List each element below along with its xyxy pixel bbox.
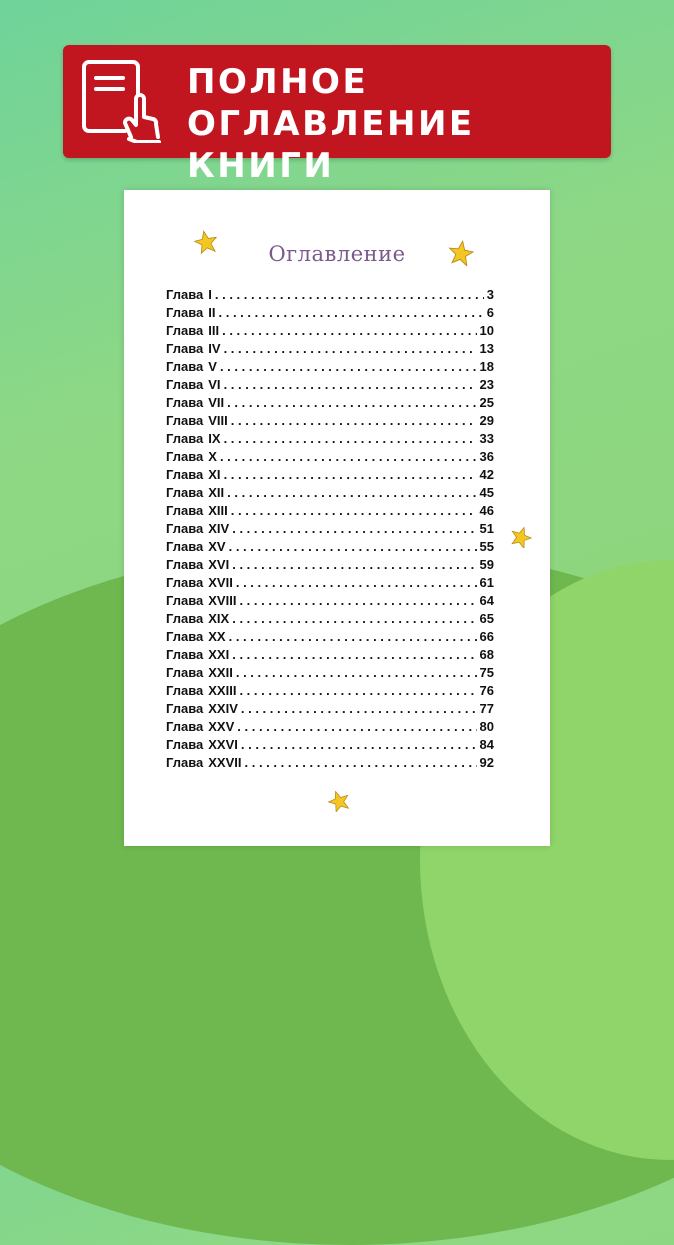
toc-leader-dots (239, 593, 476, 608)
toc-entry (166, 647, 494, 665)
toc-entry-label: Глава (166, 701, 204, 716)
toc-entry-number: XIX (208, 611, 230, 626)
toc-entry (166, 305, 494, 323)
toc-entry-label: Глава (166, 323, 204, 338)
toc-entry-page: 61 (479, 575, 494, 590)
toc-entry-number: IV (208, 341, 221, 356)
toc-entry-page: 25 (479, 395, 494, 410)
toc-entry-label: Глава (166, 521, 204, 536)
header-banner (63, 45, 611, 186)
toc-leader-dots (232, 521, 476, 536)
toc-leader-dots (241, 701, 477, 716)
toc-entry-number: XI (208, 467, 221, 482)
toc-entry-label: Глава (166, 395, 204, 410)
toc-entry-page: 36 (479, 449, 494, 464)
toc-entry-number: X (208, 449, 217, 464)
toc-entry-number: III (208, 323, 220, 338)
toc-entry (166, 575, 494, 593)
toc-entry-number: XVII (208, 575, 233, 590)
toc-entry-page: 10 (479, 323, 494, 338)
toc-entry-label: Глава (166, 575, 204, 590)
toc-entry-label: Глава (166, 377, 204, 392)
toc-leader-dots (229, 629, 477, 644)
toc-entry (166, 557, 494, 575)
toc-entry-number: I (208, 287, 212, 302)
toc-entry-number: XXI (208, 647, 230, 662)
toc-entry-page: 45 (479, 485, 494, 500)
toc-entry-page: 33 (479, 431, 494, 446)
toc-entry-label: Глава (166, 755, 204, 770)
toc-leader-dots (232, 557, 476, 572)
toc-entry-page: 77 (479, 701, 494, 716)
toc-entry-number: VI (208, 377, 221, 392)
toc-entry-label: Глава (166, 359, 204, 374)
toc-entry-page: 55 (479, 539, 494, 554)
toc-leader-dots (224, 431, 477, 446)
toc-entry (166, 449, 494, 467)
toc-entry (166, 431, 494, 449)
toc-entry-label: Глава (166, 719, 204, 734)
toc-leader-dots (231, 413, 477, 428)
banner-title-line-2: ОГЛАВЛЕНИЕ КНИГИ (187, 104, 475, 186)
toc-entry-number: XXVI (208, 737, 238, 752)
toc-entry-page: 92 (479, 755, 494, 770)
toc-entry-label: Глава (166, 503, 204, 518)
toc-entry-page: 75 (479, 665, 494, 680)
toc-entry (166, 485, 494, 503)
toc-entry-page: 29 (479, 413, 494, 428)
toc-entry-number: VII (208, 395, 225, 410)
toc-entry-page: 13 (479, 341, 494, 356)
toc-entry-number: XVIII (208, 593, 237, 608)
toc-entry-label: Глава (166, 647, 204, 662)
toc-leader-dots (222, 323, 476, 338)
toc-entry-number: XXII (208, 665, 233, 680)
toc-leader-dots (227, 485, 476, 500)
toc-entry-label: Глава (166, 305, 204, 320)
toc-entry-page: 42 (479, 467, 494, 482)
toc-entry (166, 629, 494, 647)
toc-entry-label: Глава (166, 467, 204, 482)
toc-entry-label: Глава (166, 485, 204, 500)
toc-entry-label: Глава (166, 665, 204, 680)
toc-entry-number: IX (208, 431, 221, 446)
toc-entry (166, 395, 494, 413)
toc-leader-dots (231, 503, 477, 518)
toc-leader-dots (229, 539, 477, 554)
toc-entry (166, 539, 494, 557)
toc-entry-number: XXIII (208, 683, 237, 698)
toc-entry-page: 66 (479, 629, 494, 644)
toc-title: Оглавление (268, 242, 406, 266)
banner-title (187, 61, 607, 187)
toc-entry-label: Глава (166, 629, 204, 644)
toc-leader-dots (237, 719, 476, 734)
star-icon (328, 790, 350, 812)
toc-entry-page: 51 (479, 521, 494, 536)
toc-leader-dots (236, 575, 477, 590)
toc-entry-page: 6 (486, 305, 494, 320)
toc-leader-dots (236, 665, 477, 680)
toc-leader-dots (224, 377, 477, 392)
toc-entry-label: Глава (166, 557, 204, 572)
toc-list (166, 287, 494, 773)
toc-entry (166, 665, 494, 683)
toc-entry-page: 23 (479, 377, 494, 392)
toc-entry-page: 80 (479, 719, 494, 734)
toc-entry-label: Глава (166, 413, 204, 428)
toc-entry (166, 287, 494, 305)
toc-leader-dots (215, 287, 484, 302)
toc-leader-dots (224, 341, 477, 356)
toc-leader-dots (220, 359, 477, 374)
toc-entry-page: 64 (479, 593, 494, 608)
toc-entry-page: 59 (479, 557, 494, 572)
toc-entry-number: V (208, 359, 217, 374)
toc-entry-number: XX (208, 629, 226, 644)
toc-entry-page: 84 (479, 737, 494, 752)
toc-entry-number: XV (208, 539, 226, 554)
toc-leader-dots (227, 395, 476, 410)
toc-entry-number: XXVII (208, 755, 242, 770)
toc-entry-page: 65 (479, 611, 494, 626)
book-page (124, 190, 550, 846)
banner-title-line-1: ПОЛНОЕ (187, 62, 369, 102)
toc-entry-number: XXIV (208, 701, 238, 716)
toc-entry (166, 719, 494, 737)
toc-leader-dots (220, 449, 477, 464)
toc-entry (166, 521, 494, 539)
toc-entry (166, 593, 494, 611)
toc-leader-dots (219, 305, 484, 320)
toc-entry (166, 737, 494, 755)
document-hand-icon (79, 59, 163, 143)
toc-entry-label: Глава (166, 287, 204, 302)
toc-entry-page: 76 (479, 683, 494, 698)
toc-entry-label: Глава (166, 737, 204, 752)
toc-entry-number: XXV (208, 719, 235, 734)
toc-entry-label: Глава (166, 431, 204, 446)
toc-entry (166, 701, 494, 719)
toc-entry-number: XIV (208, 521, 230, 536)
toc-entry (166, 359, 494, 377)
toc-entry-number: VIII (208, 413, 228, 428)
toc-entry-label: Глава (166, 611, 204, 626)
toc-entry (166, 377, 494, 395)
toc-entry-number: XIII (208, 503, 228, 518)
toc-entry-number: XVI (208, 557, 230, 572)
toc-entry-number: XII (208, 485, 225, 500)
toc-entry-label: Глава (166, 539, 204, 554)
toc-leader-dots (241, 737, 477, 752)
star-icon (510, 526, 532, 548)
toc-entry (166, 341, 494, 359)
toc-entry-label: Глава (166, 593, 204, 608)
toc-entry (166, 611, 494, 629)
toc-entry (166, 323, 494, 341)
toc-entry (166, 755, 494, 773)
toc-entry-page: 3 (486, 287, 494, 302)
toc-entry-page: 46 (479, 503, 494, 518)
toc-entry (166, 467, 494, 485)
toc-entry (166, 503, 494, 521)
toc-leader-dots (245, 755, 477, 770)
toc-leader-dots (232, 611, 476, 626)
toc-entry (166, 413, 494, 431)
toc-entry-label: Глава (166, 683, 204, 698)
toc-entry (166, 683, 494, 701)
toc-entry-number: II (208, 305, 216, 320)
toc-leader-dots (239, 683, 476, 698)
toc-entry-page: 18 (479, 359, 494, 374)
toc-leader-dots (232, 647, 476, 662)
toc-leader-dots (224, 467, 477, 482)
toc-entry-page: 68 (479, 647, 494, 662)
toc-entry-label: Глава (166, 341, 204, 356)
toc-entry-label: Глава (166, 449, 204, 464)
